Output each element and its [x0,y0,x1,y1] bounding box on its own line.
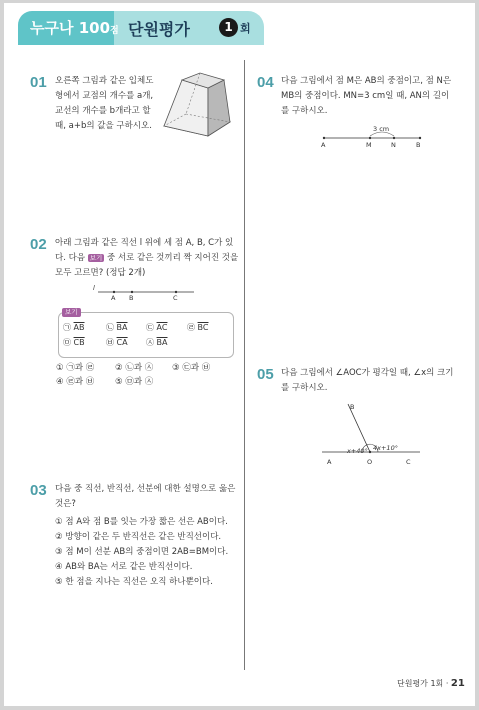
choice-4: ④ AB와 BA는 서로 같은 반직선이다. [55,562,193,572]
question-1-line: 형에서 교점의 개수를 a개, [55,91,154,101]
bogi-item: ㉦ $\overline{BA}$ [146,338,168,347]
choice-2: ② ㉡과 ㉦ [115,363,154,373]
bogi-inline-tag: 보기 [89,254,103,262]
point-label: A [321,141,326,149]
question-2-text [55,236,243,281]
point-label: N [391,141,396,149]
question-3-line: 것은? [55,499,76,509]
question-3-choices [55,515,243,590]
question-5-text [281,366,473,396]
question-number-4: 04 [257,74,274,91]
q2-line-figure [90,284,200,304]
point-label: C [406,458,411,466]
point-label: B [129,294,134,302]
choice-5: ⑤ 한 점을 지나는 직선은 오직 하나뿐이다. [55,577,213,587]
question-2-line: 모두 고르면? (정답 2개) [55,268,146,278]
bogi-item: ㉢ $\overline{AC}$ [146,323,168,332]
point-label: M [366,141,372,149]
question-1-text [55,74,155,134]
question-1-line: 교선의 개수를 b개라고 할 [55,106,151,116]
question-5-line: 다음 그림에서 ∠AOC가 평각일 때, ∠x의 크기 [281,368,454,378]
section-title: 단원평가 [128,20,190,39]
question-4-text [281,74,473,119]
round-number-badge: 1 [219,18,238,37]
choice-1: ① 점 A와 점 B를 잇는 가장 짧은 선은 AB이다. [55,517,228,527]
question-3-text [55,482,243,512]
choice-1: ① ㉠과 ㉣ [56,363,95,373]
point-label: A [327,458,332,466]
question-number-3: 03 [30,482,47,499]
point-label: B [416,141,421,149]
brand-label: 누구나 100점 [30,19,119,37]
question-5-line: 를 구하시오. [281,383,328,393]
choice-2: ② 방향이 같은 두 반직선은 같은 반직선이다. [55,532,222,542]
point-label: B [350,403,355,411]
column-divider [244,60,245,670]
question-1-line: 때, a+b의 값을 구하시오. [55,121,152,131]
page-number: 21 [450,678,465,689]
bogi-item: ㉣ $\overline{BC}$ [187,323,209,332]
q5-angle-figure [316,394,426,464]
question-3-line: 다음 중 직선, 반직선, 선분에 대한 설명으로 옳은 [55,484,236,494]
question-2-line: 아래 그림과 같은 직선 l 위에 세 점 A, B, C가 있 [55,238,234,248]
bogi-item: ㉥ $\overline{CA}$ [106,338,128,347]
bogi-item: ㉤ $\overline{CB}$ [63,338,85,347]
choice-3: ③ ㉢과 ㉥ [172,363,211,373]
bogi-item: ㉠ $\overline{AB}$ [63,323,85,332]
point-label: A [111,294,116,302]
frustum-figure [160,70,240,140]
question-number-1: 01 [30,74,47,91]
point-label: O [367,458,373,466]
angle-label: x+40° [347,447,368,455]
angle-label: 4x+10° [373,444,398,452]
page-footer: 단원평가 1회 · 21 [397,678,465,689]
bogi-badge: 보기 [62,308,81,317]
choice-5: ⑤ ㉤과 ㉦ [115,377,154,387]
question-4-line: 를 구하시오. [281,106,328,116]
choice-4: ④ ㉣과 ㉥ [56,377,95,387]
question-2-line: 다. 다음 보기 중 서로 같은 것끼리 짝 지어진 것을 [55,253,239,263]
page-header [18,11,258,45]
bogi-box [58,312,234,358]
question-number-2: 02 [30,236,47,253]
question-1-line: 오른쪽 그림과 같은 입체도 [55,76,154,86]
bogi-item: ㉡ $\overline{BA}$ [106,323,128,332]
line-l-label: l [93,284,95,292]
point-label: C [173,294,178,302]
segment-measure-label: 3 cm [373,125,390,133]
choice-3: ③ 점 M이 선분 AB의 중점이면 2AB=BM이다. [55,547,229,557]
question-number-5: 05 [257,366,274,383]
round-suffix: 회 [240,22,251,35]
question-4-line: 다음 그림에서 점 M은 AB의 중점이고, 점 N은 [281,76,452,86]
question-4-line: MB의 중점이다. MN=3 cm일 때, AN의 길이 [281,91,450,101]
